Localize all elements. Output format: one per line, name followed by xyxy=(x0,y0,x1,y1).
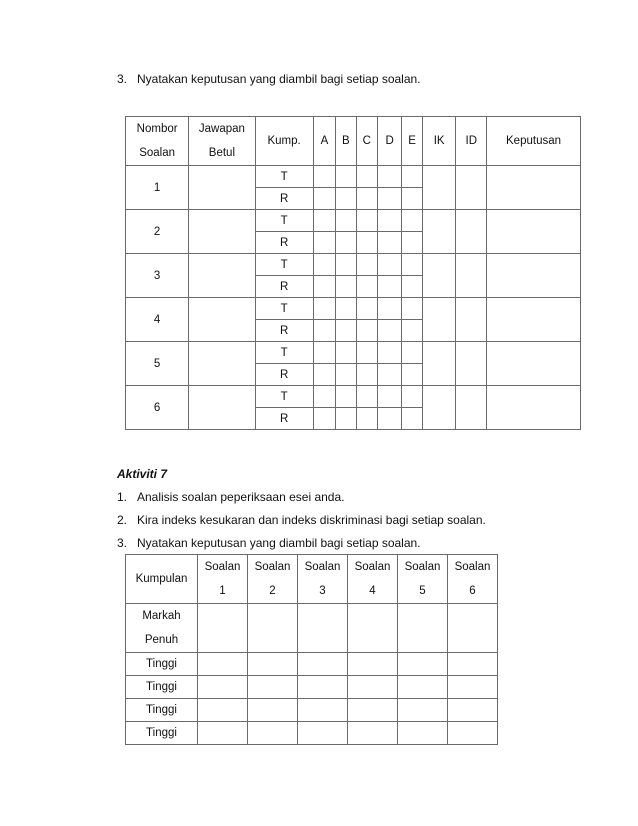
answer-cell xyxy=(189,298,255,342)
table-header-row xyxy=(126,555,498,604)
marks-table xyxy=(125,554,498,745)
table-row xyxy=(126,254,581,276)
group-label: R xyxy=(255,408,313,430)
instruction-3 xyxy=(117,72,421,86)
header-soalan-1: Soalan 1 xyxy=(198,555,248,604)
header-soalan-3: Soalan 3 xyxy=(298,555,348,604)
header-b: B xyxy=(336,117,356,166)
table-row xyxy=(126,166,581,188)
group-label: R xyxy=(255,276,313,298)
header-nombor-soalan: Nombor Soalan xyxy=(126,117,189,166)
header-soalan-5: Soalan 5 xyxy=(398,555,448,604)
question-number: 3 xyxy=(126,254,189,298)
row-label: Tinggi xyxy=(126,699,198,722)
instruction-2: 2. Kira indeks kesukaran dan indeks diskriminasi bagi setiap soalan. xyxy=(117,513,486,527)
header-soalan-6: Soalan 6 xyxy=(448,555,498,604)
header-id: ID xyxy=(456,117,487,166)
group-label: R xyxy=(255,188,313,210)
header-kumpulan: Kumpulan xyxy=(126,555,198,604)
instruction-text: Nyatakan keputusan yang diambil bagi setiap soalan. xyxy=(137,72,421,86)
answer-cell xyxy=(189,166,255,210)
answer-cell xyxy=(189,254,255,298)
question-number: 5 xyxy=(126,342,189,386)
answer-cell xyxy=(189,386,255,430)
table-row xyxy=(126,342,581,364)
instruction-number: 3. xyxy=(117,72,128,86)
header-keputusan: Keputusan xyxy=(487,117,581,166)
instruction-1: 1. Analisis soalan peperiksaan esei anda. xyxy=(117,490,345,504)
row-label: Tinggi xyxy=(126,722,198,745)
group-label: T xyxy=(255,386,313,408)
question-number: 1 xyxy=(126,166,189,210)
header-c: C xyxy=(356,117,377,166)
question-number: 4 xyxy=(126,298,189,342)
header-kump: Kump. xyxy=(255,117,313,166)
section-heading: Aktiviti 7 xyxy=(117,467,168,481)
instruction-3b: 3. Nyatakan keputusan yang diambil bagi setiap soalan. xyxy=(117,536,421,550)
group-label: R xyxy=(255,232,313,254)
group-label: T xyxy=(255,298,313,320)
group-label: R xyxy=(255,364,313,386)
item-analysis-table xyxy=(125,116,581,430)
header-soalan-4: Soalan 4 xyxy=(348,555,398,604)
header-jawapan-betul: Jawapan Betul xyxy=(189,117,255,166)
table-header-row xyxy=(126,117,581,166)
table-row xyxy=(126,676,498,699)
group-label: T xyxy=(255,166,313,188)
table-row xyxy=(126,699,498,722)
table-row xyxy=(126,604,498,653)
question-number: 2 xyxy=(126,210,189,254)
answer-cell xyxy=(189,342,255,386)
answer-cell xyxy=(189,210,255,254)
table-row xyxy=(126,210,581,232)
header-soalan-2: Soalan 2 xyxy=(248,555,298,604)
header-d: D xyxy=(377,117,401,166)
table-row xyxy=(126,298,581,320)
header-e: E xyxy=(402,117,422,166)
table-row xyxy=(126,653,498,676)
table-row xyxy=(126,722,498,745)
group-label: T xyxy=(255,254,313,276)
row-label-markah-penuh: Markah Penuh xyxy=(126,604,198,653)
row-label: Tinggi xyxy=(126,653,198,676)
group-label: T xyxy=(255,210,313,232)
table-row xyxy=(126,386,581,408)
group-label: T xyxy=(255,342,313,364)
header-ik: IK xyxy=(422,117,456,166)
header-a: A xyxy=(313,117,335,166)
row-label: Tinggi xyxy=(126,676,198,699)
question-number: 6 xyxy=(126,386,189,430)
group-label: R xyxy=(255,320,313,342)
